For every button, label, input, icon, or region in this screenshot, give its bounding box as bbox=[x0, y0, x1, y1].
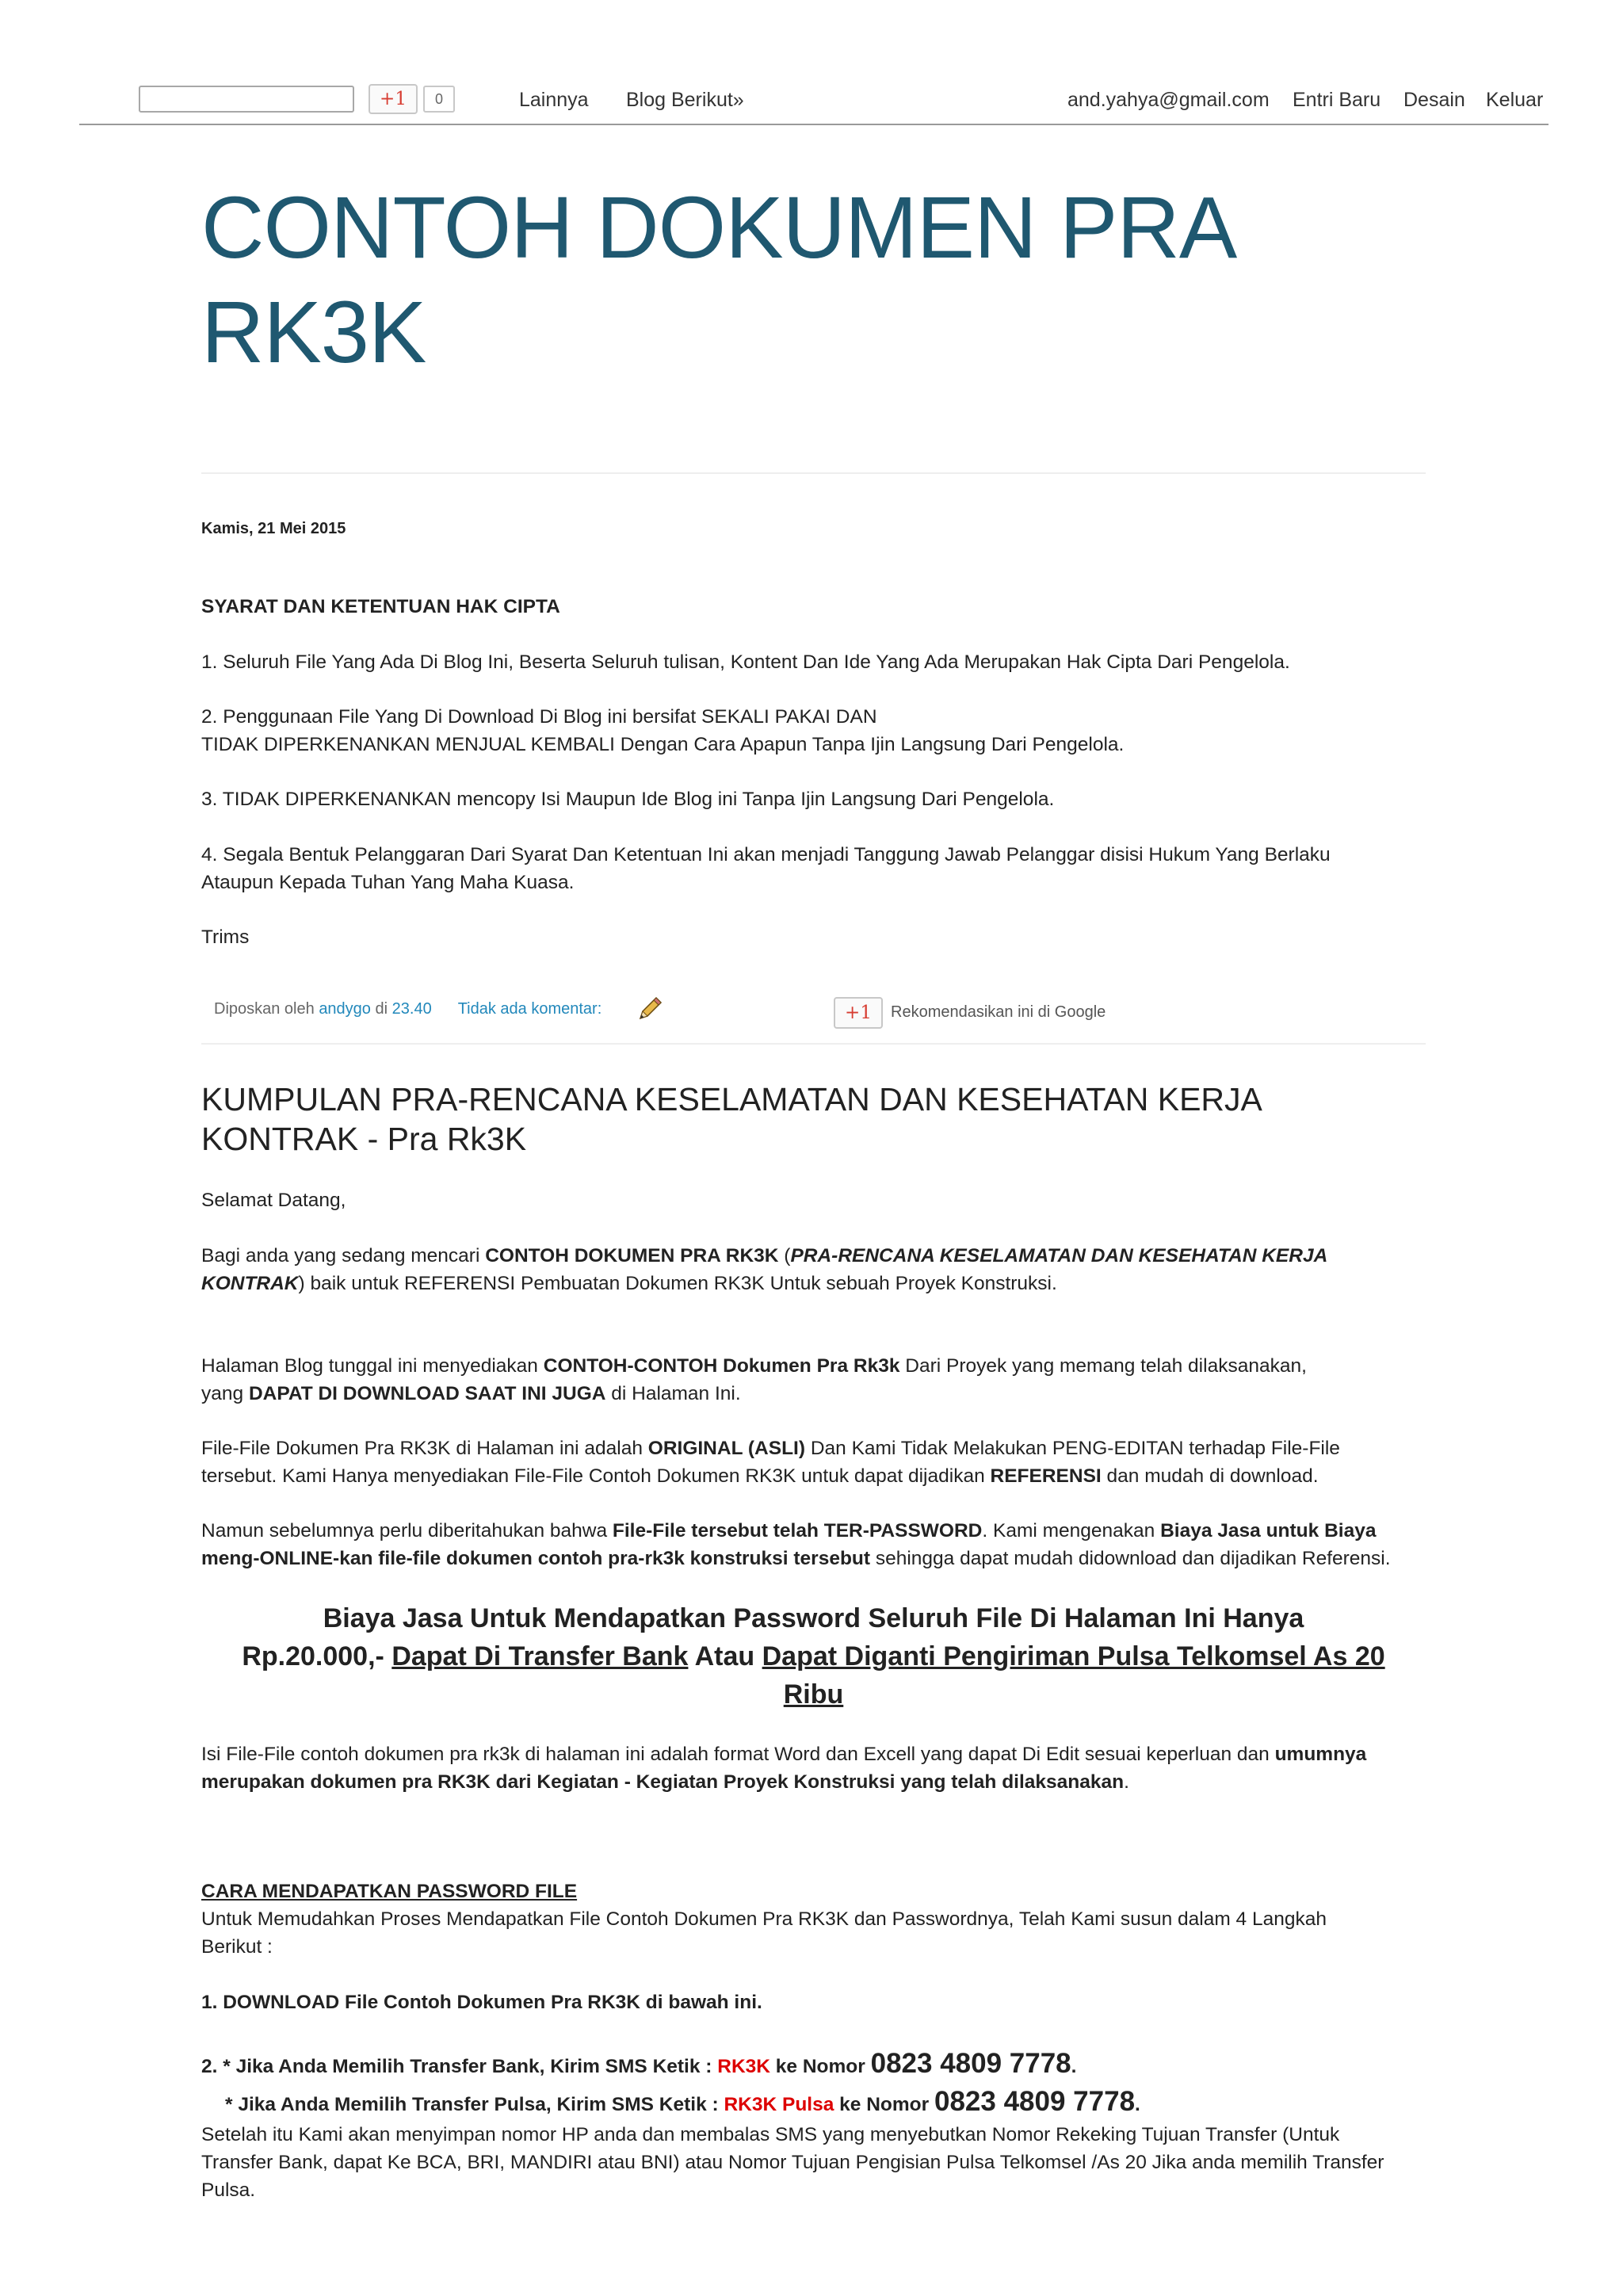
more-link[interactable]: Lainnya bbox=[519, 89, 589, 111]
blog-title-line2: RK3K bbox=[201, 284, 426, 381]
design-link[interactable]: Desain bbox=[1403, 89, 1465, 111]
rule-4-line1: 4. Segala Bentuk Pelanggaran Dari Syarat Dan Ketentuan Ini akan menjadi Tanggung Jawab Pelanggar disisi Hukum Yang Berlaku bbox=[201, 844, 1331, 865]
search-input[interactable] bbox=[139, 86, 354, 113]
step2a-end: . bbox=[1071, 2056, 1077, 2077]
step-1: 1. DOWNLOAD File Contoh Dokumen Pra RK3K di bawah ini. bbox=[201, 1992, 762, 2013]
intro-text-f: ) baik untuk REFERENSI Pembuatan Dokumen RK3K Untuk sebuah Proyek Konstruksi. bbox=[298, 1273, 1057, 1294]
step2b-phone: 0823 4809 7778 bbox=[934, 2086, 1136, 2117]
posted-by-label: Diposkan oleh bbox=[214, 1000, 315, 1018]
content-text-c: merupakan dokumen pra RK3K dari Kegiatan - Kegiatan Proyek Konstruksi yang telah dilaksanakan bbox=[201, 1771, 1125, 1793]
post-title-line2: KONTRAK - Pra Rk3K bbox=[201, 1121, 527, 1157]
rule-2-line1: 2. Penggunaan File Yang Di Download Di Blog ini bersifat SEKALI PAKAI DAN bbox=[201, 706, 877, 728]
plus-one-count: 0 bbox=[423, 86, 455, 113]
fee-line1: Biaya Jasa Untuk Mendapatkan Password Seluruh File Di Halaman Ini Hanya bbox=[323, 1603, 1304, 1633]
intro-text-c: ( bbox=[778, 1245, 791, 1266]
google-plus-one-label: +1 bbox=[380, 89, 407, 109]
pw-text-a: Namun sebelumnya perlu diberitahukan bahwa bbox=[201, 1520, 613, 1541]
recommend-plus-one-button[interactable] bbox=[834, 997, 883, 1029]
comments-link[interactable]: Tidak ada komentar: bbox=[457, 1000, 602, 1018]
post-time-link[interactable]: 23.40 bbox=[391, 1000, 432, 1018]
how-intro-line1: Untuk Memudahkan Proses Mendapatkan File Contoh Dokumen Pra RK3K dan Passwordnya, Telah Kami susun dalam 4 Langkah bbox=[201, 1908, 1327, 1930]
blog-title-line1: CONTOH DOKUMEN PRA bbox=[201, 179, 1237, 277]
fee-announcement bbox=[201, 1599, 1426, 1713]
date-header: Kamis, 21 Mei 2015 bbox=[201, 520, 346, 537]
content-text-a: Isi File-File contoh dokumen pra rk3k di halaman ini adalah format Word dan Excell yang dapat Di Edit sesuai keperluan dan bbox=[201, 1744, 1275, 1765]
step2b-mid: ke Nomor bbox=[834, 2094, 934, 2115]
after-line3: Pulsa. bbox=[201, 2179, 256, 2201]
file-content-paragraph bbox=[201, 1740, 1426, 1796]
page-text-c: Dari Proyek yang memang telah dilaksanakan, bbox=[899, 1355, 1307, 1377]
step-2-pulsa bbox=[225, 2084, 1449, 2122]
step2a-pre: 2. * Jika Anda Memilih Transfer Bank, Kirim SMS Ketik : bbox=[201, 2056, 718, 2077]
step2a-phone: 0823 4809 7778 bbox=[870, 2048, 1071, 2079]
step2b-end: . bbox=[1135, 2094, 1140, 2115]
logout-link[interactable]: Keluar bbox=[1486, 89, 1544, 111]
orig-text-d: tersebut. Kami Hanya menyediakan File-File Contoh Dokumen RK3K untuk dapat dijadikan bbox=[201, 1465, 991, 1487]
new-post-link[interactable]: Entri Baru bbox=[1293, 89, 1381, 111]
recommend-text: Rekomendasikan ini di Google bbox=[891, 1003, 1106, 1021]
fee-price: Rp.20.000,- bbox=[242, 1641, 392, 1671]
closing-text: Trims bbox=[201, 926, 250, 948]
page-text-b: CONTOH-CONTOH Dokumen Pra Rk3k bbox=[543, 1355, 900, 1377]
orig-text-a: File-File Dokumen Pra RK3K di Halaman ini adalah bbox=[201, 1438, 648, 1459]
after-sms-paragraph bbox=[201, 2121, 1426, 2204]
post-title-line1: KUMPULAN PRA-RENCANA KESELAMATAN DAN KESEHATAN KERJA bbox=[201, 1081, 1262, 1117]
intro-text-d: PRA-RENCANA KESELAMATAN DAN KESEHATAN KERJA bbox=[790, 1245, 1328, 1266]
rule-4-line2: Ataupun Kepada Tuhan Yang Maha Kuasa. bbox=[201, 872, 575, 893]
user-email-link[interactable]: and.yahya@gmail.com bbox=[1067, 89, 1270, 111]
step2a-mid: ke Nomor bbox=[769, 2056, 871, 2077]
intro-text-a: Bagi anda yang sedang mencari bbox=[201, 1245, 486, 1266]
copyright-heading: SYARAT DAN KETENTUAN HAK CIPTA bbox=[201, 596, 560, 617]
blogger-navbar bbox=[79, 79, 1549, 125]
posted-at-label: di bbox=[375, 1000, 388, 1018]
post-footer bbox=[214, 1000, 601, 1018]
recommend-plus-one-label: +1 bbox=[845, 1003, 872, 1023]
orig-text-f: dan mudah di download. bbox=[1101, 1465, 1319, 1487]
pulsa-transfer-link-cont[interactable]: Ribu bbox=[783, 1679, 844, 1710]
orig-text-c: Dan Kami Tidak Melakukan PENG-EDITAN terhadap File-File bbox=[805, 1438, 1340, 1459]
password-paragraph bbox=[201, 1517, 1426, 1572]
greeting-text: Selamat Datang, bbox=[201, 1190, 346, 1211]
rule-2 bbox=[201, 703, 1426, 758]
rule-4 bbox=[201, 841, 1426, 896]
page-text-a: Halaman Blog tunggal ini menyediakan bbox=[201, 1355, 544, 1377]
pw-text-d: Biaya Jasa untuk Biaya bbox=[1160, 1520, 1377, 1541]
intro-text-e: KONTRAK bbox=[201, 1273, 299, 1294]
bank-transfer-link[interactable]: Dapat Di Transfer Bank bbox=[391, 1641, 689, 1671]
step2b-code: RK3K Pulsa bbox=[724, 2094, 834, 2115]
author-link[interactable]: andygo bbox=[319, 1000, 371, 1018]
pw-text-c: . Kami mengenakan bbox=[982, 1520, 1161, 1541]
how-to-intro bbox=[201, 1905, 1426, 1961]
edit-pencil-icon[interactable] bbox=[636, 995, 664, 1023]
step2a-code: RK3K bbox=[717, 2056, 770, 2077]
page-description bbox=[201, 1352, 1426, 1408]
post-divider bbox=[201, 1043, 1426, 1045]
next-blog-link[interactable]: Blog Berikut» bbox=[626, 89, 744, 111]
blog-title[interactable] bbox=[201, 176, 1236, 385]
orig-text-b: ORIGINAL (ASLI) bbox=[647, 1438, 806, 1459]
page-text-e: DAPAT DI DOWNLOAD SAAT INI JUGA bbox=[248, 1383, 606, 1404]
how-intro-line2: Berikut : bbox=[201, 1936, 273, 1958]
pw-text-f: sehingga dapat mudah didownload dan dijadikan Referensi. bbox=[870, 1548, 1391, 1569]
intro-text-b: CONTOH DOKUMEN PRA RK3K bbox=[485, 1245, 779, 1266]
google-plus-one-button[interactable] bbox=[369, 84, 418, 114]
rule-3: 3. TIDAK DIPERKENANKAN mencopy Isi Maupun Ide Blog ini Tanpa Ijin Langsung Dari Pengelola. bbox=[201, 789, 1055, 810]
original-files-paragraph bbox=[201, 1435, 1426, 1490]
page-text-d: yang bbox=[201, 1383, 249, 1404]
fee-or: Atau bbox=[688, 1641, 762, 1671]
content-text-d: . bbox=[1124, 1771, 1129, 1793]
intro-paragraph bbox=[201, 1242, 1426, 1297]
after-line1: Setelah itu Kami akan menyimpan nomor HP anda dan membalas SMS yang menyebutkan Nomor Rekeking Tujuan Transfer (Untuk bbox=[201, 2124, 1340, 2145]
step-2-bank bbox=[201, 2046, 1426, 2084]
post-title[interactable] bbox=[201, 1079, 1262, 1159]
content-text-b: umumnya bbox=[1274, 1744, 1367, 1765]
header-divider bbox=[201, 472, 1426, 474]
orig-text-e: REFERENSI bbox=[990, 1465, 1102, 1487]
pulsa-transfer-link[interactable]: Dapat Diganti Pengiriman Pulsa Telkomsel As 20 bbox=[762, 1641, 1385, 1671]
how-to-heading: CARA MENDAPATKAN PASSWORD FILE bbox=[201, 1881, 578, 1902]
step2b-pre: * Jika Anda Memilih Transfer Pulsa, Kirim SMS Ketik : bbox=[225, 2094, 724, 2115]
page-text-f: di Halaman Ini. bbox=[605, 1383, 741, 1404]
rule-1: 1. Seluruh File Yang Ada Di Blog Ini, Beserta Seluruh tulisan, Kontent Dan Ide Yang Ada Merupakan Hak Cipta Dari Pengelola. bbox=[201, 651, 1290, 673]
rule-2-line2: TIDAK DIPERKENANKAN MENJUAL KEMBALI Dengan Cara Apapun Tanpa Ijin Langsung Dari Pengelola. bbox=[201, 734, 1125, 755]
after-line2: Transfer Bank, dapat Ke BCA, BRI, MANDIRI atau BNI) atau Nomor Tujuan Pengisian Pulsa Telkomsel /As 20 Jika anda memilih Transfer bbox=[201, 2152, 1384, 2173]
pw-text-b: File-File tersebut telah TER-PASSWORD bbox=[612, 1520, 983, 1541]
pw-text-e: meng-ONLINE-kan file-file dokumen contoh pra-rk3k konstruksi tersebut bbox=[201, 1548, 871, 1569]
